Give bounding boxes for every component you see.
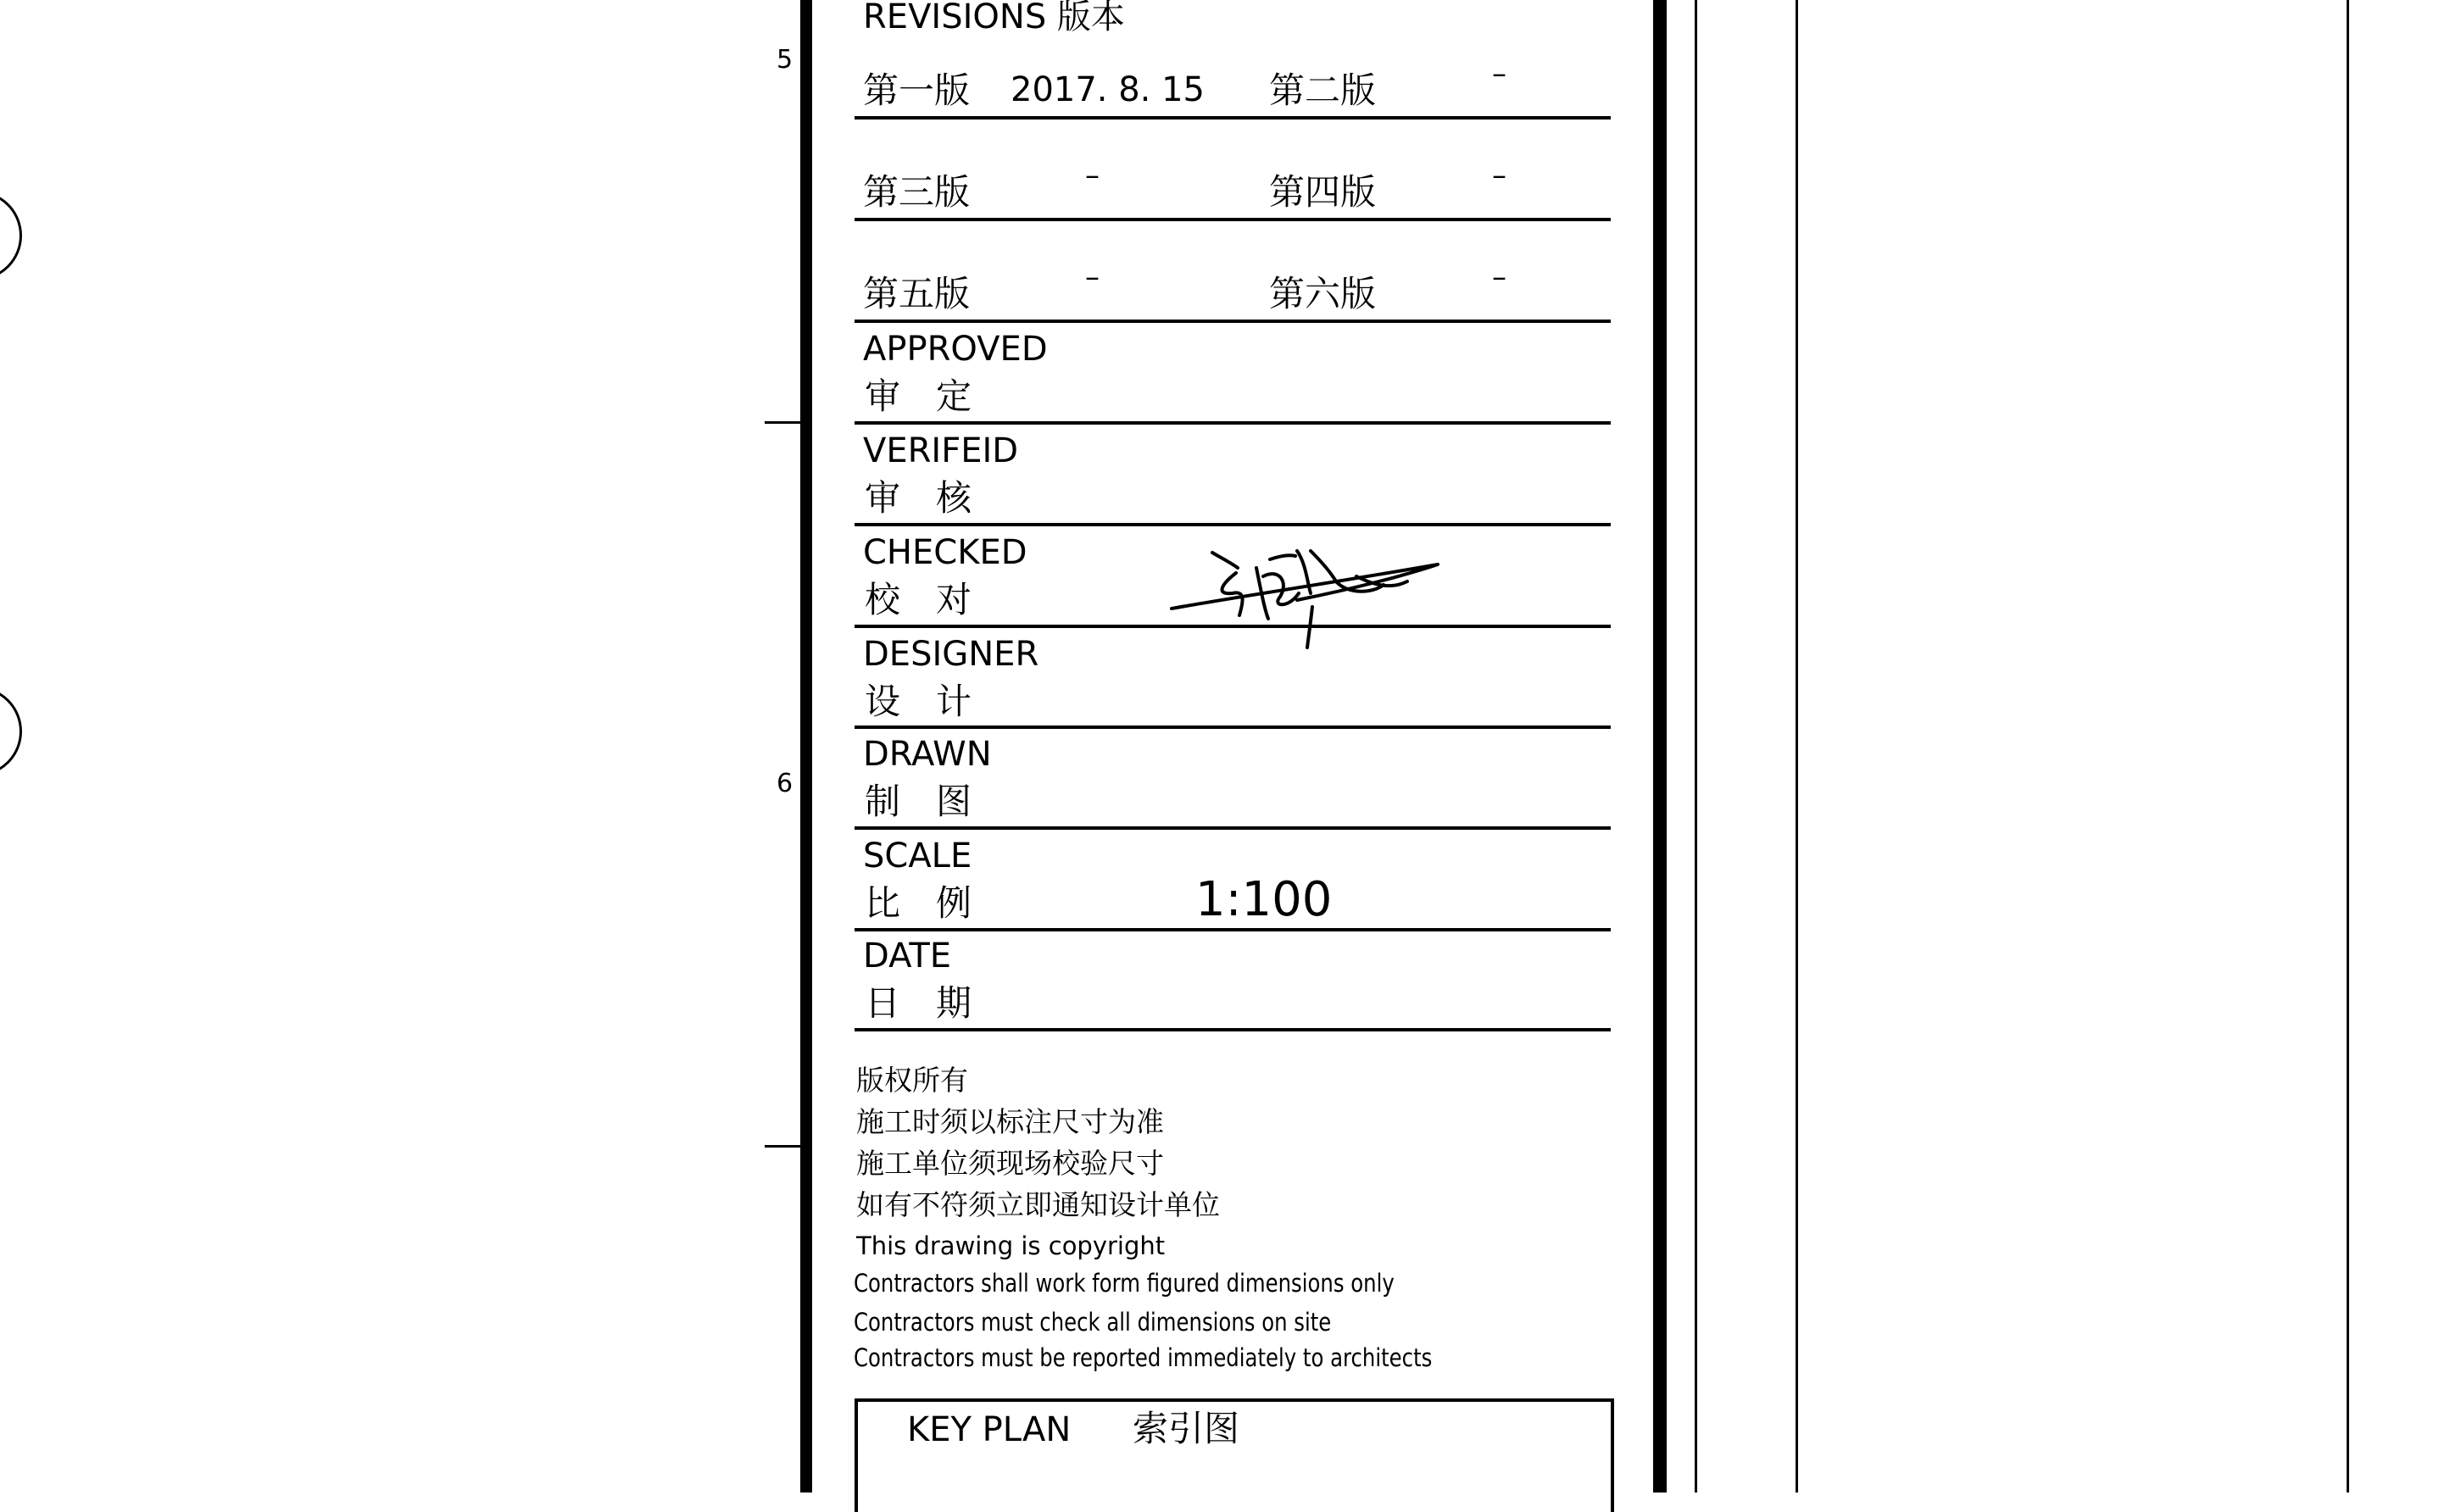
- revision-value: –: [1492, 57, 1506, 91]
- revisions-header: REVISIONS 版本: [863, 0, 1125, 36]
- key-plan-title-zh: 索引图: [1133, 1408, 1240, 1449]
- role-en: DRAWN: [863, 735, 992, 774]
- grid-mark-5: 5: [777, 45, 793, 75]
- role-en: DESIGNER: [863, 635, 1039, 674]
- role-zh: 审 核: [865, 477, 972, 519]
- revision-label: 第三版: [863, 171, 971, 213]
- revision-value: –: [1085, 260, 1100, 294]
- frame-border-left: [800, 0, 812, 1493]
- revision-value: –: [1492, 260, 1506, 294]
- note-line: Contractors must be reported immediately to architects: [854, 1343, 1433, 1372]
- role-en: APPROVED: [863, 330, 1048, 369]
- revision-date: 2017. 8. 15: [1011, 70, 1206, 109]
- row-divider: [855, 421, 1611, 425]
- frame-border-right: [1653, 0, 1667, 1493]
- row-divider: [855, 1028, 1611, 1031]
- role-zh: 制 图: [865, 781, 972, 822]
- note-line: This drawing is copyright: [856, 1231, 1166, 1260]
- row-divider: [855, 523, 1611, 526]
- role-en: CHECKED: [863, 533, 1027, 572]
- frame-line-1: [1695, 0, 1697, 1493]
- grid-mark-6: 6: [777, 769, 793, 798]
- row-divider: [855, 928, 1611, 931]
- role-zh: 设 计: [865, 681, 972, 722]
- revision-label: 第四版: [1269, 171, 1377, 213]
- row-divider: [855, 116, 1611, 120]
- grid-bubble-upper: [0, 191, 22, 281]
- role-zh: 日 期: [865, 982, 972, 1024]
- key-plan-title: KEY PLAN: [907, 1410, 1072, 1449]
- frame-line-2: [1796, 0, 1798, 1493]
- row-divider: [855, 826, 1611, 830]
- frame-line-3: [2347, 0, 2349, 1493]
- row-divider: [855, 725, 1611, 729]
- scale-value: 1:100: [1195, 872, 1333, 927]
- note-line: 如有不符须立即通知设计单位: [856, 1188, 1220, 1221]
- note-line: 施工时须以标注尺寸为准: [856, 1105, 1164, 1138]
- revision-value: –: [1085, 158, 1100, 192]
- note-line: Contractors must check all dimensions on site: [854, 1308, 1332, 1337]
- row-divider: [855, 218, 1611, 221]
- revision-label: 第一版: [863, 69, 971, 111]
- note-line: 版权所有: [856, 1064, 968, 1097]
- note-line: 施工单位须现场校验尺寸: [856, 1147, 1164, 1180]
- revision-label: 第六版: [1269, 273, 1377, 314]
- revision-value: –: [1492, 158, 1506, 192]
- checked-signature: [1161, 534, 1450, 653]
- role-en: VERIFEID: [863, 431, 1019, 470]
- grid-bubble-lower: [0, 687, 22, 776]
- grid-tick-lower: [765, 1145, 802, 1148]
- role-zh: 校 对: [865, 579, 972, 620]
- role-en: SCALE: [863, 837, 972, 876]
- role-zh: 审 定: [865, 375, 972, 417]
- revision-label: 第二版: [1269, 69, 1377, 111]
- grid-tick-upper: [765, 421, 802, 424]
- note-line: Contractors shall work form figured dimensions only: [854, 1269, 1395, 1298]
- row-divider: [855, 320, 1611, 323]
- revision-label: 第五版: [863, 273, 971, 314]
- role-en: DATE: [863, 937, 952, 976]
- role-zh: 比 例: [865, 882, 972, 924]
